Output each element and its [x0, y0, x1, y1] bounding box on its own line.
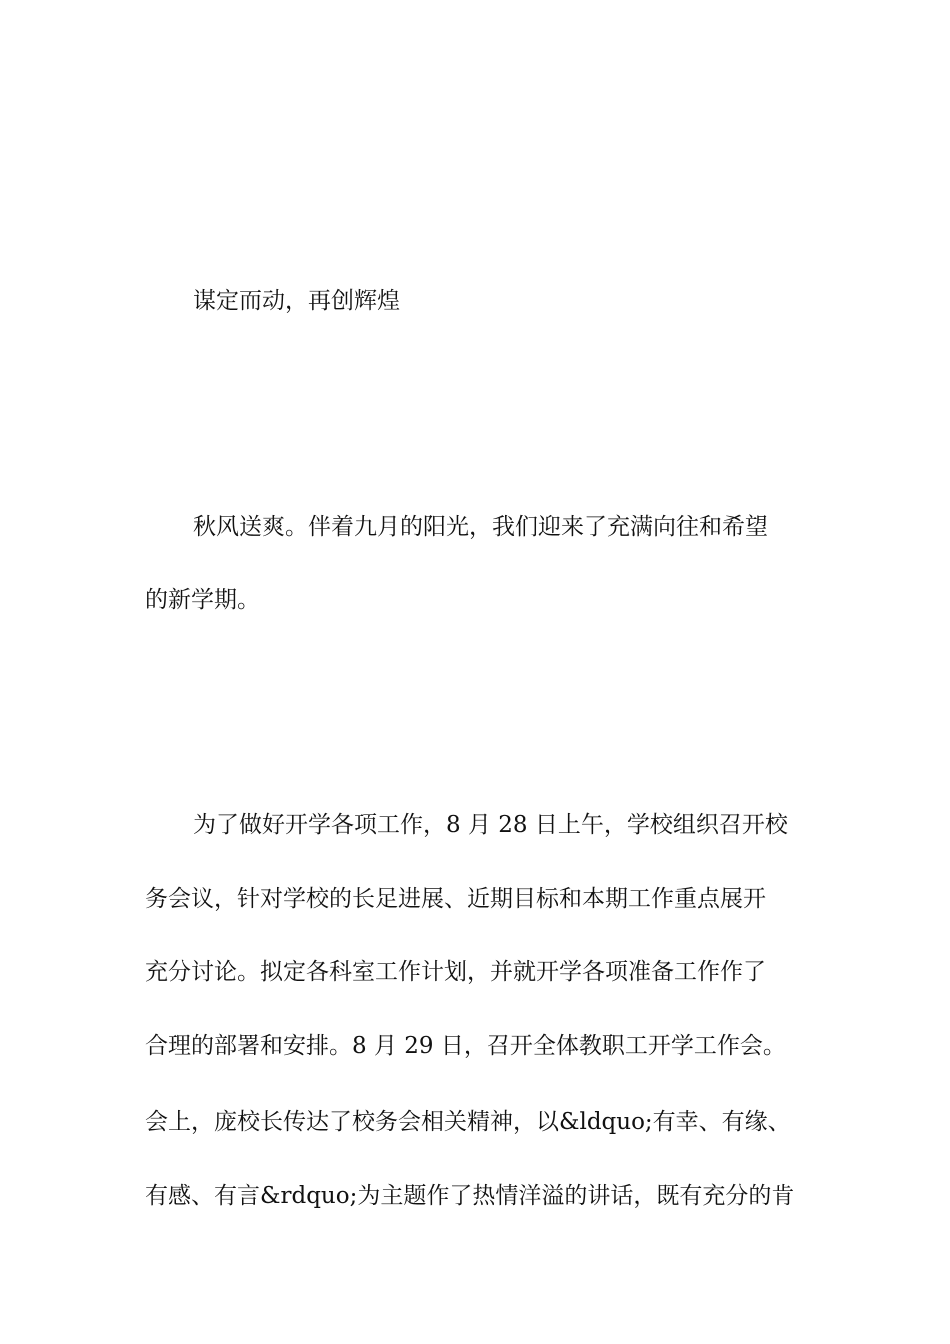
paragraph-2-line-4: 合理的部署和安排。8 月 29 日，召开全体教职工开学工作会。 [145, 1033, 786, 1059]
document-title: 谋定而动，再创辉煌 [193, 288, 400, 314]
paragraph-2-line-5: 会上，庞校长传达了校务会相关精神，以&ldquo;有幸、有缘、 [145, 1109, 791, 1135]
paragraph-2-line-1: 为了做好开学各项工作，8 月 28 日上午，学校组织召开校 [193, 812, 788, 838]
paragraph-2-line-6: 有感、有言&rdquo;为主题作了热情洋溢的讲话，既有充分的肯 [145, 1183, 795, 1209]
paragraph-1-line-2: 的新学期。 [145, 587, 260, 613]
paragraph-2-line-3: 充分讨论。拟定各科室工作计划，并就开学各项准备工作作了 [145, 959, 766, 985]
paragraph-2-line-2: 务会议，针对学校的长足进展、近期目标和本期工作重点展开 [145, 886, 766, 912]
paragraph-1-line-1: 秋风送爽。伴着九月的阳光，我们迎来了充满向往和希望 [193, 514, 768, 540]
